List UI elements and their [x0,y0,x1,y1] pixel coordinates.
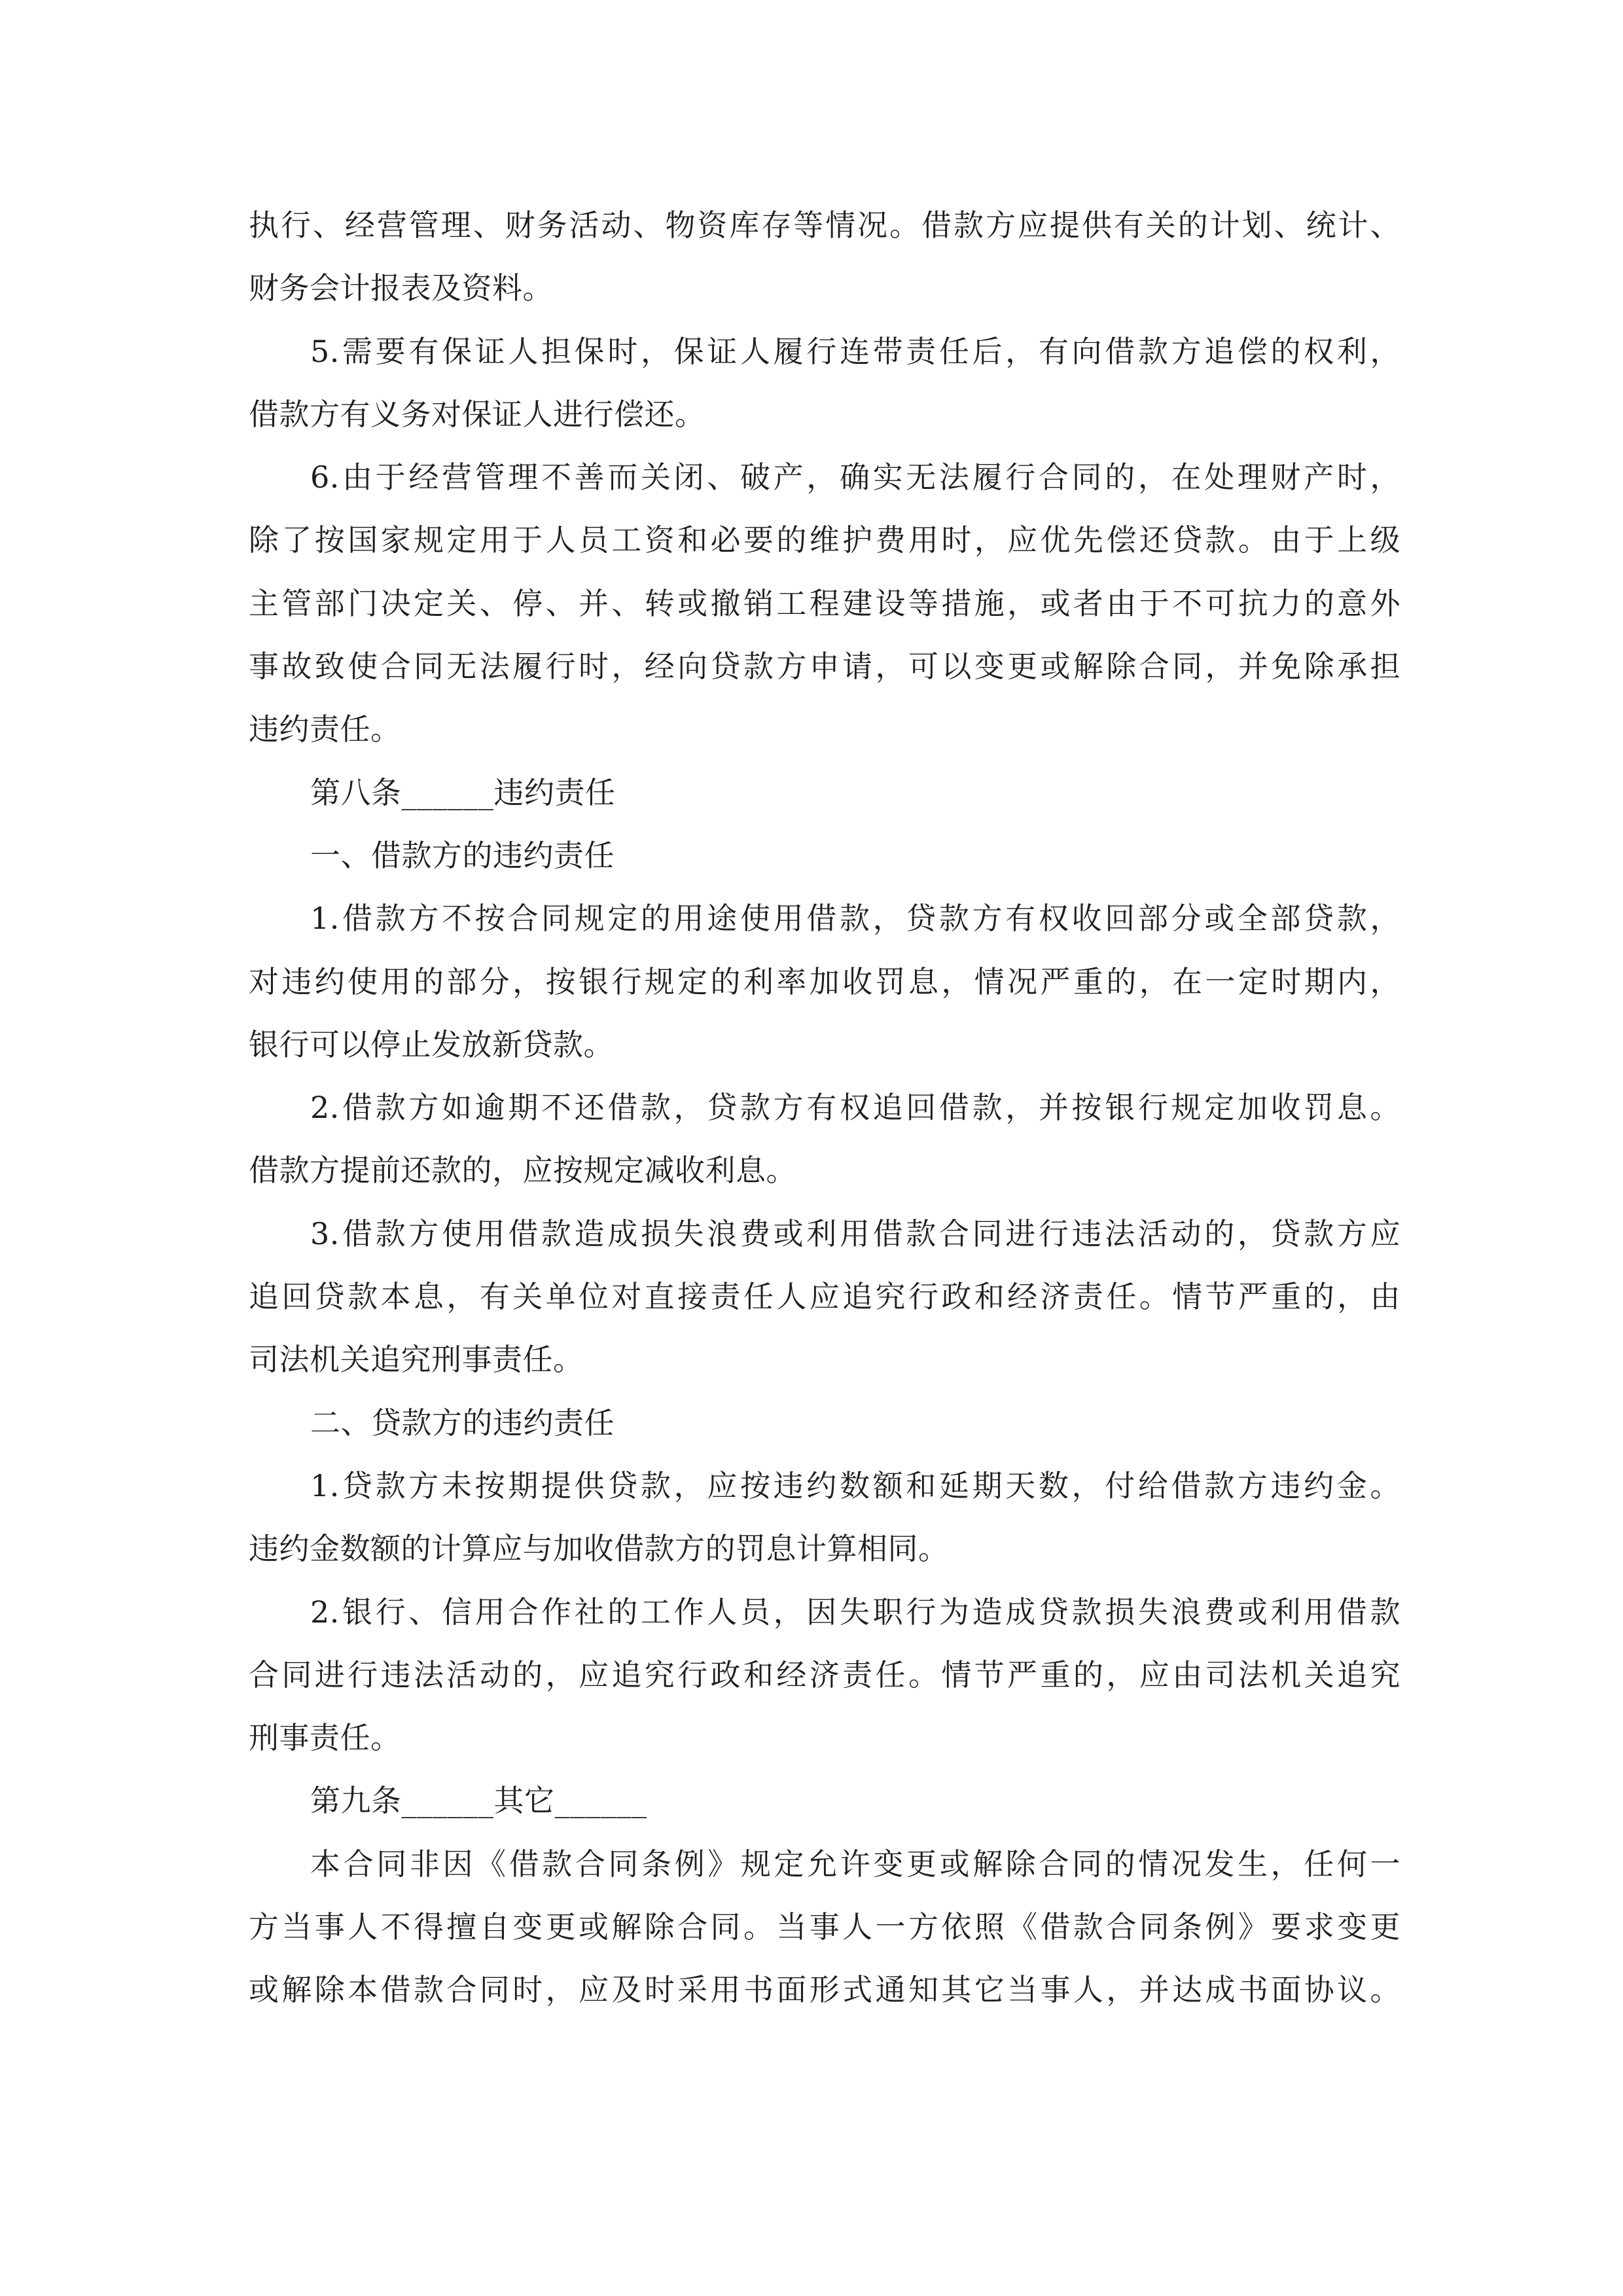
text-line: 方当事人不得擅自变更或解除合同。当事人一方依照《借款合同条例》要求变更 [249,1909,1400,1945]
text-line: 财务会计报表及资料。 [249,270,553,306]
section-heading: 第八条______违约责任 [310,774,616,810]
text-line: 对违约使用的部分，按银行规定的利率加收罚息，情况严重的，在一定时期内， [249,963,1400,999]
text-line: 1.借款方不按合同规定的用途使用借款，贷款方有权收回部分或全部贷款， [310,901,1400,937]
subsection-heading: 二、贷款方的违约责任 [310,1405,615,1441]
text-line: 事故致使合同无法履行时，经向贷款方申请，可以变更或解除合同，并免除承担 [249,649,1400,685]
section-heading: 第九条______其它______ [310,1783,647,1819]
text-line: 本合同非因《借款合同条例》规定允许变更或解除合同的情况发生，任何一 [310,1846,1400,1882]
text-line: 司法机关追究刑事责任。 [249,1342,584,1378]
document-body [249,194,1400,2022]
text-line: 2.借款方如逾期不还借款，贷款方有权追回借款，并按银行规定加收罚息。 [310,1090,1400,1126]
text-line: 借款方提前还款的，应按规定减收利息。 [249,1153,796,1189]
text-line: 主管部门决定关、停、并、转或撤销工程建设等措施，或者由于不可抗力的意外 [249,585,1400,621]
text-line: 合同进行违法活动的，应追究行政和经济责任。情节严重的，应由司法机关追究 [249,1657,1400,1693]
text-line: 执行、经营管理、财务活动、物资库存等情况。借款方应提供有关的计划、统计、 [249,207,1400,243]
text-line: 2.银行、信用合作社的工作人员，因失职行为造成贷款损失浪费或利用借款 [310,1594,1400,1630]
text-line: 违约金数额的计算应与加收借款方的罚息计算相同。 [249,1531,949,1567]
subsection-heading: 一、借款方的违约责任 [310,837,615,873]
text-line: 3.借款方使用借款造成损失浪费或利用借款合同进行违法活动的，贷款方应 [310,1215,1400,1251]
text-line: 6.由于经营管理不善而关闭、破产，确实无法履行合同的，在处理财产时， [310,459,1400,495]
text-line: 违约责任。 [249,711,401,747]
text-line: 银行可以停止发放新贷款。 [249,1026,614,1062]
text-line: 刑事责任。 [249,1720,401,1756]
text-line: 借款方有义务对保证人进行偿还。 [249,396,705,432]
text-line: 1.贷款方未按期提供贷款，应按违约数额和延期天数，付给借款方违约金。 [310,1467,1400,1503]
text-line: 或解除本借款合同时，应及时采用书面形式通知其它当事人，并达成书面协议。 [249,1972,1400,2008]
text-line: 5.需要有保证人担保时，保证人履行连带责任后，有向借款方追偿的权利， [310,333,1400,369]
text-line: 追回贷款本息，有关单位对直接责任人应追究行政和经济责任。情节严重的，由 [249,1279,1400,1315]
text-line: 除了按国家规定用于人员工资和必要的维护费用时，应优先偿还贷款。由于上级 [249,522,1400,558]
